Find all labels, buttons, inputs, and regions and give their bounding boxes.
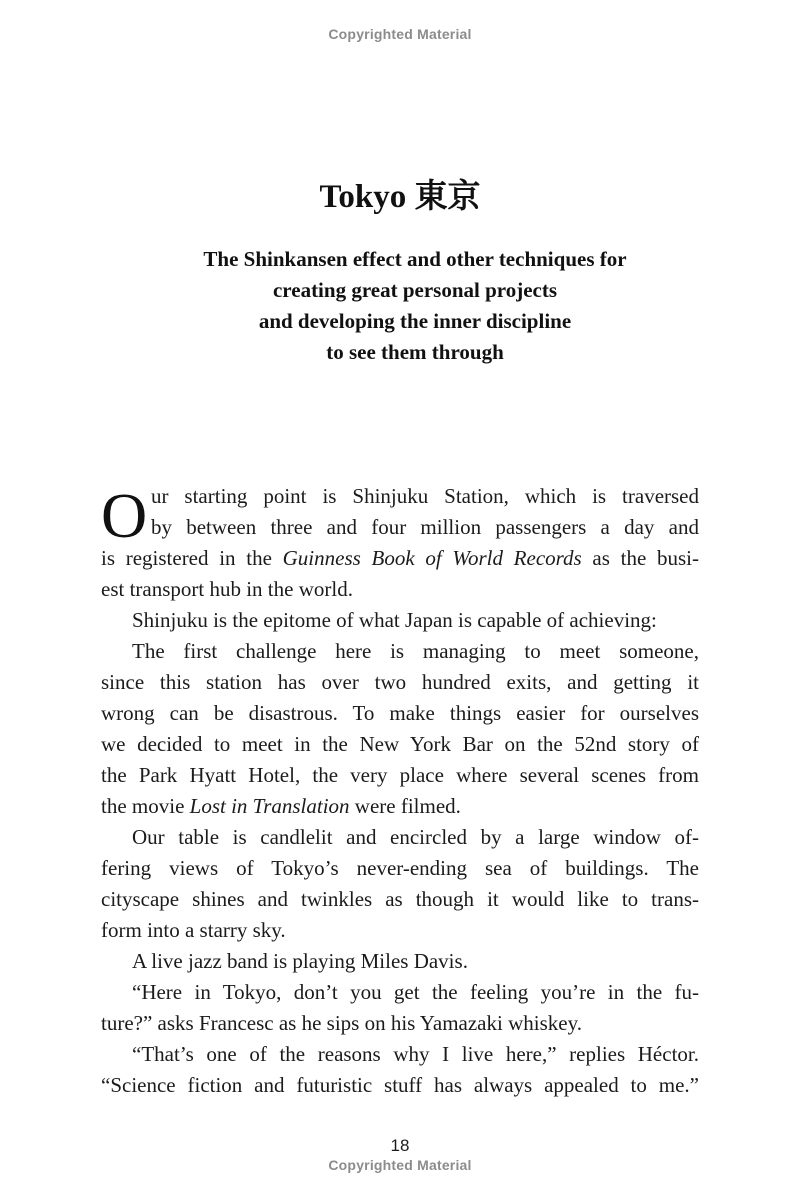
text-run: were filmed. bbox=[349, 794, 461, 818]
paragraph-line: cityscape shines and twinkles as though it would like to trans- bbox=[101, 887, 699, 911]
copyright-watermark-top: Copyrighted Material bbox=[328, 26, 472, 42]
paragraph-line: Our table is candlelit and encircled by a large window of- bbox=[132, 825, 699, 849]
paragraph-line: “Science fiction and futuristic stuff has always appealed to me.” bbox=[101, 1073, 699, 1097]
text-run: as the busi- bbox=[581, 546, 699, 570]
paragraph-line: The first challenge here is managing to meet someone, bbox=[132, 639, 699, 663]
movie-title-italic: Lost in Translation bbox=[189, 794, 350, 818]
paragraph-line: est transport hub in the world. bbox=[101, 577, 353, 601]
copyright-watermark-bottom: Copyrighted Material bbox=[328, 1157, 472, 1173]
paragraph-line: fering views of Tokyo’s never-ending sea of buildings. The bbox=[101, 856, 699, 880]
subtitle-line: The Shinkansen effect and other techniques for bbox=[203, 247, 627, 271]
subtitle-line: creating great personal projects bbox=[272, 278, 558, 302]
body-text bbox=[101, 481, 699, 1101]
paragraph-line bbox=[101, 543, 699, 574]
paragraph-line: A live jazz band is playing Miles Davis. bbox=[132, 949, 468, 973]
chapter-title: Tokyo 東京 bbox=[319, 179, 481, 215]
paragraph-line: we decided to meet in the New York Bar on the 52nd story of bbox=[101, 732, 699, 756]
paragraph-line: Shinjuku is the epitome of what Japan is capable of achieving: bbox=[132, 608, 657, 632]
subtitle-line: to see them through bbox=[326, 340, 504, 364]
paragraph-line: wrong can be disastrous. To make things easier for ourselves bbox=[101, 701, 699, 725]
text-run: is registered in the bbox=[101, 546, 283, 570]
paragraph-line: “Here in Tokyo, don’t you get the feeling you’re in the fu- bbox=[132, 980, 699, 1004]
text-run: the movie bbox=[101, 794, 190, 818]
page-number: 18 bbox=[390, 1136, 410, 1155]
drop-cap: O bbox=[101, 480, 148, 551]
paragraph-line bbox=[101, 791, 699, 822]
paragraph-line: ture?” asks Francesc as he sips on his Yamazaki whiskey. bbox=[101, 1011, 582, 1035]
paragraph-line: the Park Hyatt Hotel, the very place where several scenes from bbox=[101, 763, 699, 787]
subtitle-line: and developing the inner discipline bbox=[258, 309, 572, 333]
paragraph-line: form into a starry sky. bbox=[101, 918, 286, 942]
paragraph-line: ur starting point is Shinjuku Station, which is traversed bbox=[151, 484, 699, 508]
chapter-subtitle bbox=[100, 244, 730, 368]
paragraph-line: “That’s one of the reasons why I live here,” replies Héctor. bbox=[132, 1042, 699, 1066]
paragraph-line: by between three and four million passengers a day and bbox=[151, 515, 699, 539]
paragraph-line: since this station has over two hundred exits, and getting it bbox=[101, 670, 699, 694]
book-title-italic: Guinness Book of World Records bbox=[282, 546, 582, 570]
